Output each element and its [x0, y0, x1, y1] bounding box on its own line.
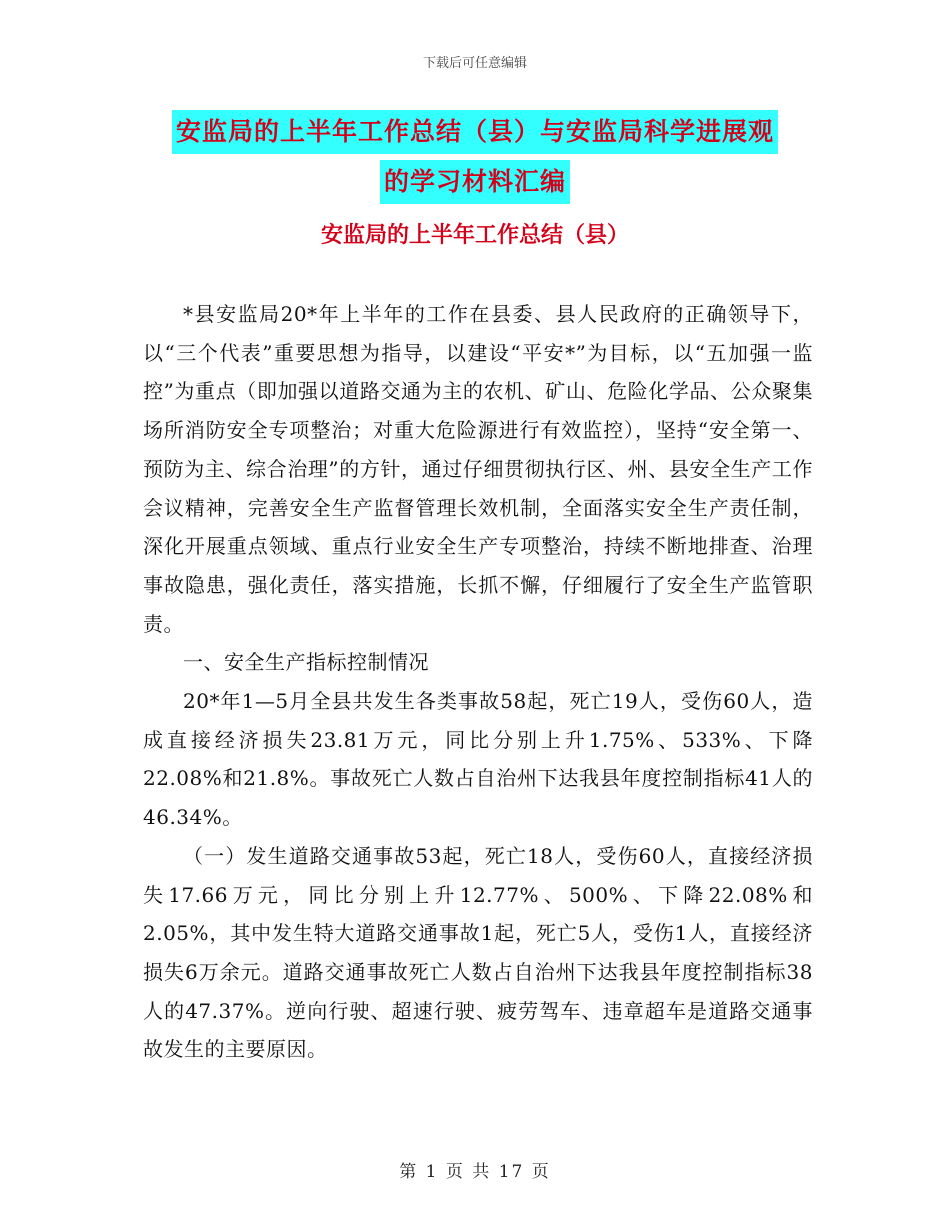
page-number-footer: 第 1 页 共 17 页 — [399, 1162, 551, 1182]
header-note: 下载后可任意编辑 — [422, 56, 527, 71]
body-text — [143, 295, 813, 1069]
section-subtitle: 安监局的上半年工作总结（县） — [320, 222, 629, 248]
title-line-2: 的学习材料汇编 — [380, 160, 570, 204]
paragraph-intro: *县安监局20*年上半年的工作在县委、县人民政府的正确领导下，以“三个代表”重要思想为指导，以建设“平安*”为目标，以“五加强一监控”为重点（即加强以道路交通为主的农机、矿山、危险化学品、公众聚集场所消防安全专项整治；对重大危险源进行有效监控），坚持“安全第一、预防为主、综合治理”的方针，通过仔细贯彻执行区、州、县安全生产工作会议精神，完善安全生产监督管理长效机制，全面落实安全生产责任制，深化开展重点领域、重点行业安全生产专项整治，持续不断地排查、治理事故隐患，强化责任，落实措施，长抓不懈，仔细履行了安全生产监管职责。 — [143, 302, 813, 636]
paragraph-road-traffic: （一）发生道路交通事故53起，死亡18人，受伤60人，直接经济损失17.66万元，同比分别上升12.77%、500%、下降22.08%和2.05%，其中发生特大道路交通事故1起，死亡5人，受伤1人，直接经济损失6万余元。道路交通事故死亡人数占自治州下达我县年度控制指标38人的47.37%。逆向行驶、超速行驶、疲劳驾车、违章超车是道路交通事故发生的主要原因。 — [143, 843, 813, 1062]
paragraph-statistics: 20*年1—5月全县共发生各类事故58起，死亡19人，受伤60人，造成直接经济损失23.81万元，同比分别上升1.75%、533%、下降22.08%和21.8%。事故死亡人数占自治州下达我县年度控制指标41人的46.34%。 — [143, 689, 813, 830]
title-line-1: 安监局的上半年工作总结（县）与安监局科学进展观 — [172, 110, 778, 154]
paragraph-heading-1: 一、安全生产指标控制情况 — [183, 650, 429, 675]
document-title — [0, 110, 950, 210]
